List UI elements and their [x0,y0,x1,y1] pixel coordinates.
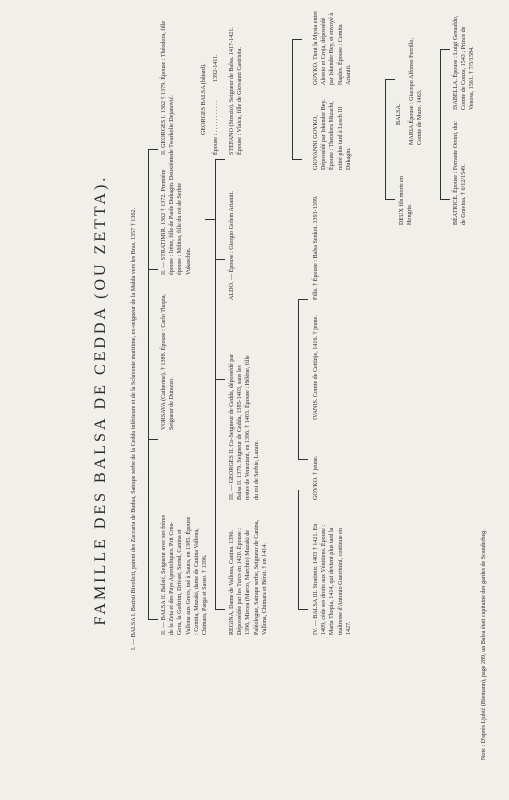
entry-maria: MARIA Épouse : Giacopo Alfonso Ferrillo, Comte de Muro. 1463. [409,38,424,145]
entry-balsa-ii: II. — BALSA II. Balsić, Seigneur avec ses frères de la Zeta et des Pays Apostoliques. Prit Crna-Gora, la Guštrim, Drivast, Sernd, Canina et Vallona aux Grecs, tué à Saura, en 1385. Épouse : Comita, Muzaki, dame de Canina Vallona, Chimara, Parga et Sasso. † 1396. [161,515,209,635]
entry-ivanis: IVANIS. Comte de Cettinje, 1416. † jeune. [313,315,319,420]
entry-balsa-label: BALSA. [396,103,402,125]
entry-stefano: STEFANO (Strezio). Seigneur de Balsa. 1417-1421. Épouse : Vlaica, fille de Giovanni Castriota. [229,27,244,155]
connector [148,619,158,620]
entry-georges-balsa: GEORGES BALSA (bâtard). [201,63,207,135]
gen5-line [440,50,441,200]
connector [298,299,308,300]
gen3-line-b [298,300,299,460]
connector [148,269,158,270]
gen2-line [215,160,216,610]
gen3-line-c [292,40,293,160]
entry-vorsava: VORSAVA (Catherine). † 1388. Épouse : Carlo Thopia, Seigneur de Durazzo. [161,293,176,430]
connector [148,439,158,440]
entry-deux-fils: DEUX fils morts en Hongrie. [399,176,414,225]
entry-aldo: ALDO. — Épouse : Giorgio Golem Arianiti. [229,191,235,300]
entry-regina: REGINA, Dame de Vallona, Canina. 1396. Dépossédée par les Turcs en 1420. Épouse : 1396, Mircea (Marco, Marchio) Muzaki de Paléologue, Satrape serbe, Seigneur de Canina, Vallona, Chimara et Bérat. † en 1414. [229,519,268,635]
entry-giovanni: GIOVANNI GOYKO, Dépossédé par Iskender Bey. Épouse : Theodora Mizachi, retiré plus tard à Lesch III Dukagin. [313,99,352,170]
entry-isabella: ISABELLA. Épouse : Luigi Gesualdo, Comte de Conza, 1543 ; Prince de Venosa, 1561. † 7/5/1584. [453,15,476,110]
connector [215,609,225,610]
connector [385,79,395,80]
entry-fille: Fille. † Épouse : Balsa Senkoi. 1391-1399. [313,195,319,300]
connector [292,39,302,40]
founder-entry: I. — BALSA I. Barisii Bivolicii, parent des Zaccaria de Budua, Satrape serbe de la Cedda inférieure et de la Sclavonie maritime, ex-seigneur de la Malda vers les Bras. 1357 † 1362. [131,208,137,650]
entry-stratimir: II. — STRATIMIR. 1362 † 1372. Première épouse : Irène, fille de Paole Dukagin. Deuxième épouse : Militsa, fille du roi de Serbie Vukaschin. [161,155,192,275]
connector [215,159,225,160]
connector [385,199,395,200]
entry-georges-balsa-spouse: Épouse : . . . . . . . . . . . [213,100,219,155]
gen3-line [298,490,299,610]
connector [205,219,215,220]
entry-goyko-mysia: GOYKO. Tient la Mysia entre Alessio et Croja, dépossédé par Iskender Bey, et envoyé à Naples. Épouse : Comita Arianiti. [313,11,352,85]
connector [440,49,450,50]
connector [440,199,450,200]
connector [215,379,225,380]
entry-balsa-iii: IV. — BALSA III. Stratimir. 1403 † 1421. En 1409, cède ses droits aux Vénitiens. Épouse : Maria Thopia, 1414, qui devient plus tard la maîtresse d'Antonio Guerrinini, continue en 1427. [313,523,352,635]
entry-georges-ii: III. — GEORGES II. Co-Seigneur de Cedda, dépossédé par Balsa II. 1379. Seigneur de Cedda, 1385-1403, sans les restes de Veneziani, en 1396. † 1403. Épouse : Hélène, fille du roi de Serbie, Lazare. [229,353,260,500]
connector [148,149,158,150]
page-title: FAMILLE DES BALSA DE CEDDA (OU ZETTA). [92,174,109,626]
founder-line [148,150,149,620]
entry-georges-balsa-dates: 1392-1411. [213,54,219,82]
entry-goyko-jeune: GOYKO. † jeune. [313,455,319,500]
connector [298,609,308,610]
entry-beatrice: BÉATRICE. Épouse : Ferrante Orsini, duc de Gravina. † 6/12/1549. [453,121,468,225]
connector [215,259,225,260]
gen4-line [385,80,386,200]
entry-georges-i: II. GEORGES I. 1362 † 1379. Épouse : Théodora, fille de Twarkolie Dejanović. [161,20,176,155]
footnote: Note : D'après Ljubić (Biemann), page 289, un Balsa était capitaine des gardes de Scanderbeg. [481,529,487,760]
connector [292,159,302,160]
connector [298,459,308,460]
